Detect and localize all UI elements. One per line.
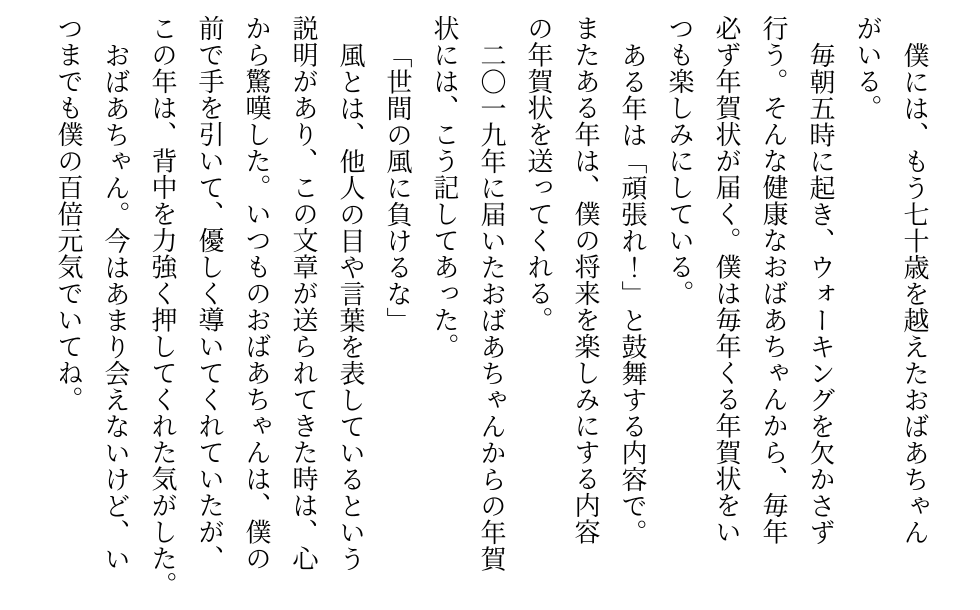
text-line: この年は、背中を力強く押してくれた気がした。 [148,15,177,598]
text-line: がいる。 [853,15,882,121]
text-line: の年賀状を送ってくれる。 [524,15,553,333]
text-line: 前で手を引いて、優しく導いてくれていたが、 [195,15,224,572]
text-line: おばあちゃん。今はあまり会えないけど、い [101,42,130,572]
text-line: つまでも僕の百倍元気でいてね。 [54,15,83,413]
text-line: つも楽しみにしている。 [665,15,694,307]
text-line: 必ず年賀状が届く。僕は毎年くる年賀状をい [712,15,741,545]
text-line: 僕には、もう七十歳を越えたおばあちゃん [900,42,929,546]
text-line: 行う。そんな健康なおばあちゃんから、毎年 [759,15,788,545]
text-line: 風とは、他人の目や言葉を表しているという [336,42,365,572]
text-line: ある年は「頑張れ！」と鼓舞する内容で。 [618,42,647,546]
text-line: から驚嘆した。いつものおばあちゃんは、僕の [242,15,271,572]
text-line: 「世間の風に負けるな」 [383,42,412,334]
text-line: 二〇一九年に届いたおばあちゃんからの年賀 [477,42,506,572]
text-line: 説明があり、この文章が送られてきた時は、心 [289,15,318,572]
text-line: 毎朝五時に起き、ウォーキングを欠かさず [806,42,835,546]
text-line: 状には、こう記してあった。 [430,15,459,360]
text-line: またある年は、僕の将来を楽しみにする内容 [571,15,600,545]
